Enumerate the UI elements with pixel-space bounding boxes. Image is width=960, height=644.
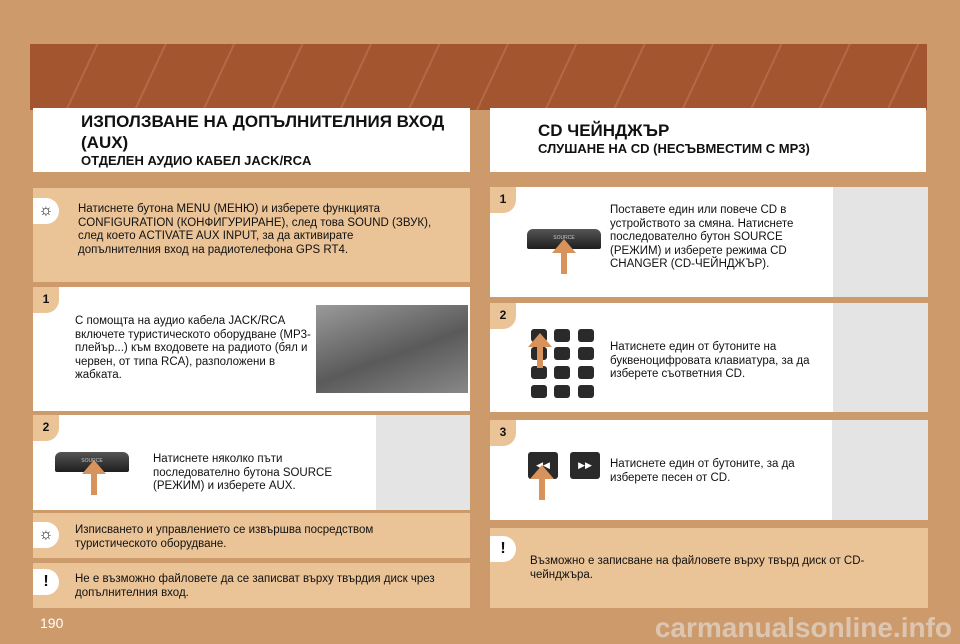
fast-forward-icon: ▶▶ — [570, 452, 600, 479]
step-badge: 3 — [490, 420, 516, 446]
decorative-band — [30, 44, 927, 110]
step-text: Натиснете един от бутоните, за да изберете песен от CD. — [610, 458, 795, 484]
radio-panel-diagram — [376, 415, 470, 510]
right-title: CD ЧЕЙНДЖЪР — [538, 121, 670, 140]
arrow-up-icon — [82, 460, 106, 474]
watermark: carmanualsonline.info — [654, 612, 952, 643]
cd-step-1 — [490, 187, 928, 297]
cd-step-3 — [490, 420, 928, 520]
step-1 — [33, 287, 470, 411]
tip-box — [33, 513, 470, 558]
info-box — [33, 188, 470, 282]
step-badge: 2 — [490, 303, 516, 329]
step-badge: 2 — [33, 415, 59, 441]
lightbulb-icon: ☼ — [33, 522, 59, 548]
glovebox-photo — [316, 305, 468, 393]
radio-panel-diagram — [832, 420, 928, 520]
step-text: Натиснете един от бутоните на буквеноцифровата клавиатура, за да изберете съответния CD. — [610, 341, 810, 380]
warning-text: Не е възможно файловете да се записват върху твърдия диск чрез допълнителния вход. — [75, 573, 435, 599]
step-badge: 1 — [490, 187, 516, 213]
step-badge: 1 — [33, 287, 59, 313]
keypad-panel-diagram — [833, 303, 928, 412]
warning-box — [33, 563, 470, 608]
source-button-illustration: SOURCE — [55, 452, 129, 472]
arrow-up-icon — [528, 333, 552, 347]
warning-text: Възможно е записване на файловете върху твърд диск от CD-чейнджъра. — [530, 555, 865, 581]
source-button-illustration: SOURCE — [527, 229, 601, 249]
exclamation-icon: ! — [33, 569, 59, 595]
arrow-up-icon — [530, 465, 554, 479]
rewind-icon: ◀◀ — [528, 452, 558, 479]
left-subtitle: ОТДЕЛЕН АУДИО КАБЕЛ JACK/RCA — [81, 153, 312, 168]
right-header — [490, 108, 926, 172]
right-subtitle: СЛУШАНЕ НА CD (НЕСЪВМЕСТИМ С MP3) — [538, 141, 810, 156]
lightbulb-icon: ☼ — [33, 198, 59, 224]
tip-text: Изписването и управлението се извършва посредством туристическото оборудване. — [75, 524, 374, 550]
arrow-up-icon — [552, 239, 576, 253]
step-text: С помощта на аудио кабела JACK/RCA включете туристическото оборудване (MP3-плейър...) към входовете на радиото (бял и червен, от типа RCA), разположени в жабката. — [75, 315, 311, 381]
radio-panel-diagram — [833, 187, 928, 297]
cd-warning-box — [490, 528, 928, 608]
left-title: ИЗПОЛЗВАНЕ НА ДОПЪЛНИТЕЛНИЯ ВХОД (AUX) — [81, 112, 445, 152]
page-number: 190 — [40, 615, 64, 631]
exclamation-icon: ! — [490, 536, 516, 562]
step-text: Натиснете няколко пъти последователно бутона SOURCE (РЕЖИМ) и изберете AUX. — [153, 453, 333, 492]
info-text: Натиснете бутона MENU (МЕНЮ) и изберете функцията CONFIGURATION (КОНФИГУРИРАНЕ), след това SOUND (ЗВУК), след което ACTIVATE AUX INPUT, за да активирате допълнителния вход на радиотелефона GPS RT4. — [78, 203, 432, 256]
step-text: Поставете един или повече CD в устройството за смяна. Натиснете последователно бутон SOURCE (РЕЖИМ) и изберете режима CD CHANGER (CD-ЧЕЙНДЖЪР). — [610, 204, 794, 270]
left-header — [33, 108, 470, 172]
step-2 — [33, 415, 470, 510]
cd-step-2 — [490, 303, 928, 412]
